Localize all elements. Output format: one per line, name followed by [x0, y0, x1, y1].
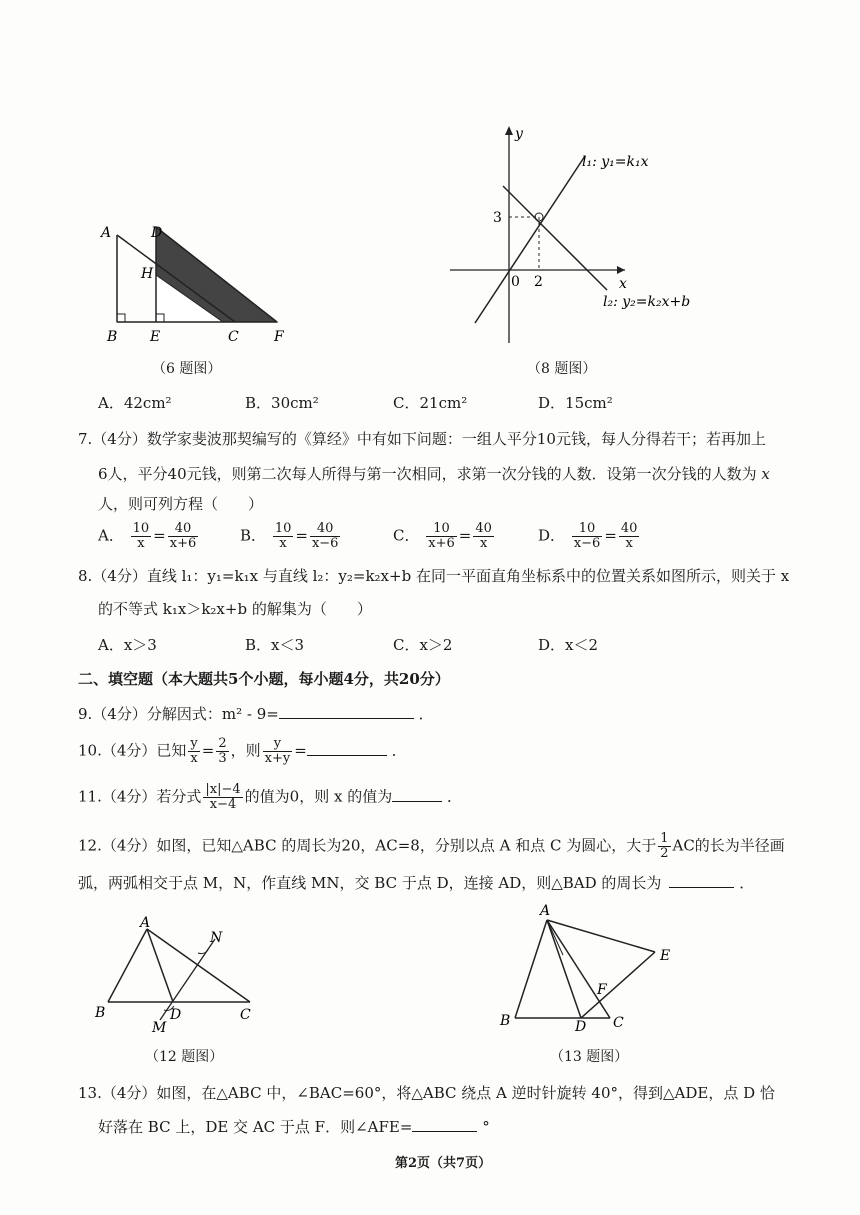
fig8-y-axis-label: y	[515, 126, 523, 142]
q10-f3-den: x+y	[264, 751, 291, 766]
q10-f3-num: y	[263, 737, 293, 752]
q12-frac-num: 1	[660, 831, 669, 846]
fig12-label-m: M	[152, 1020, 167, 1036]
q7-d-right-num: 40	[620, 521, 638, 536]
q7-b-right-den: x−6	[311, 536, 339, 551]
q9-text: 9.（4分）分解因式：m² - 9=	[78, 705, 279, 723]
q13-line-2-text: 好落在 BC 上，DE 交 AC 于点 F．则∠AFE=	[98, 1118, 413, 1136]
figure-6	[95, 215, 295, 355]
q7-option-a-label: A．	[98, 526, 124, 545]
q10-f1-num: y	[190, 736, 198, 751]
q13-answer-blank[interactable]	[412, 1117, 477, 1132]
fig8-origin: 0	[511, 274, 520, 290]
fig13-label-e: E	[660, 948, 671, 964]
q7-line-3: 人，则可列方程（ ）	[98, 495, 264, 513]
fig12-label-a: A	[140, 915, 151, 931]
figure-8	[445, 118, 705, 358]
q11-frac-num: |x|−4	[205, 782, 241, 797]
q7-option-b-label: B．	[240, 526, 267, 545]
q11-suffix: ．	[447, 787, 463, 806]
q6-option-d: D．15cm²	[538, 394, 613, 412]
q7-a-right-den: x+6	[169, 536, 197, 551]
q12-frac-den: 2	[660, 846, 669, 861]
fig12-label-b: B	[95, 1005, 106, 1021]
q10-prefix: 10.（4分）已知	[78, 741, 187, 760]
fig12-label-n: N	[210, 930, 223, 946]
q7-line-2-text: 6人，平分40元钱，则第二次每人所得与第一次相同，求第一次分钱的人数．设第一次分钱的人数为	[98, 465, 757, 483]
fig6-label-h: H	[141, 266, 154, 282]
q12-line-1b: AC的长为半径画	[672, 836, 785, 855]
q7-option-d-label: D．	[538, 526, 566, 545]
q9-answer-blank[interactable]	[279, 704, 414, 719]
q12-line-1	[78, 832, 785, 861]
q10-suffix: ．	[391, 741, 407, 760]
q8-option-d: D．x＜2	[538, 636, 599, 654]
q9	[78, 703, 434, 725]
q7-option-c: C． $\frac{10}{x+6}$ = $\frac{40}{x}$	[393, 521, 492, 551]
q10-answer-blank[interactable]	[307, 741, 387, 756]
fig12-label-c: C	[240, 1007, 251, 1023]
q11	[78, 783, 462, 812]
fig8-caption: （8 题图）	[527, 361, 597, 377]
q7-a-left-den: x	[137, 536, 145, 551]
q13-line-1: 13.（4分）如图，在△ABC 中，∠BAC=60°，将△ABC 绕点 A 逆时针旋转 40°，得到△ADE，点 D 恰	[78, 1084, 775, 1102]
q11-prefix: 11.（4分）若分式	[78, 787, 202, 806]
q7-a-left-num: 10	[132, 521, 150, 536]
fig6-caption: （6 题图）	[152, 361, 222, 377]
fig13-label-f: F	[597, 982, 607, 998]
q7-line-1: 7.（4分）数学家斐波那契编写的《算经》中有如下问题：一组人平分10元钱，每人分得若干；若再加上	[78, 430, 766, 448]
q13-line-2	[98, 1116, 490, 1138]
figure-12	[90, 915, 275, 1040]
fig6-label-d: D	[151, 225, 163, 241]
fig13-label-c: C	[613, 1015, 624, 1031]
fig8-l2-label: l₂: y₂=k₂x+b	[603, 294, 691, 310]
q8-line-2: 的不等式 k₁x＞k₂x+b 的解集为（ ）	[98, 600, 372, 618]
q10	[78, 737, 407, 766]
fig13-caption: （13 题图）	[550, 1049, 629, 1065]
fig6-label-f: F	[274, 329, 284, 345]
section-2-heading: 二、填空题（本大题共5个小题，每小题4分，共20分）	[78, 670, 450, 688]
q8-option-c: C．x＞2	[393, 636, 453, 654]
fig8-tick-y: 3	[493, 210, 502, 226]
q8-option-a: A．x＞3	[98, 636, 157, 654]
fig13-label-a: A	[540, 903, 551, 919]
q7-b-left-den: x	[279, 536, 287, 551]
q7-d-left-num: 10	[572, 522, 603, 537]
fig12-caption: （12 题图）	[145, 1049, 224, 1065]
q9-suffix: ．	[418, 705, 434, 723]
q6-option-b: B．30cm²	[245, 394, 319, 412]
q13-suffix: °	[482, 1118, 490, 1136]
q12-line-2-text: 弧，两弧相交于点 M，N，作直线 MN，交 BC 于点 D，连接 AD，则△BAD 的周长为	[78, 874, 662, 892]
q7-b-left-num: 10	[274, 521, 292, 536]
q7-line-2	[98, 463, 770, 485]
q10-f2-num: 2	[218, 736, 227, 751]
q10-f1-den: x	[190, 751, 198, 766]
q12-answer-blank[interactable]	[669, 873, 734, 888]
q12-suffix: ．	[739, 874, 755, 892]
q7-option-c-label: C．	[393, 526, 420, 545]
fig6-label-b: B	[107, 329, 118, 345]
q7-c-right-num: 40	[475, 521, 492, 536]
q7-option-b: B． $\frac{10}{x}$ = $\frac{40}{x-6}$	[240, 521, 339, 551]
q7-d-right-den: x	[625, 536, 633, 551]
fig13-label-d: D	[575, 1019, 587, 1035]
fig6-label-c: C	[228, 329, 239, 345]
q10-mid: ，则	[230, 741, 261, 760]
fig6-label-a: A	[101, 225, 112, 241]
fig12-label-d: D	[170, 1007, 182, 1023]
q10-eq2: =	[294, 741, 307, 760]
q10-f2-den: 3	[218, 751, 227, 766]
q8-option-b: B．x＜3	[245, 636, 305, 654]
q7-option-d: D． $\frac{10}{x-6}$ = $\frac{40}{x}$	[538, 521, 638, 551]
page-footer: 第2页（共7页）	[395, 1156, 492, 1171]
q7-c-left-num: 10	[426, 522, 457, 537]
q7-b-right-num: 40	[310, 522, 341, 537]
fig8-tick-x: 2	[534, 274, 543, 290]
figure-13	[495, 900, 690, 1035]
q11-answer-blank[interactable]	[392, 787, 442, 802]
q7-line-2-var: x	[761, 465, 770, 483]
q11-frac-den: x−4	[209, 797, 237, 812]
q8-line-1: 8.（4分）直线 l₁：y₁=k₁x 与直线 l₂：y₂=k₂x+b 在同一平面直角坐标系中的位置关系如图所示，则关于 x	[78, 567, 790, 585]
q10-eq: =	[201, 741, 215, 760]
fig6-label-e: E	[150, 329, 161, 345]
q6-option-c: C．21cm²	[393, 394, 468, 412]
q6-option-a: A．42cm²	[98, 394, 172, 412]
q11-mid: 的值为0，则 x 的值为	[244, 787, 393, 806]
q7-c-left-den: x+6	[428, 536, 455, 551]
fig13-label-b: B	[500, 1013, 511, 1029]
q7-d-left-den: x−6	[573, 536, 601, 551]
fig8-x-axis-label: x	[619, 276, 627, 292]
fig8-l1-label: l₁: y₁=k₁x	[582, 154, 649, 170]
q7-c-right-den: x	[479, 536, 488, 551]
q12-line-1a: 12.（4分）如图，已知△ABC 的周长为20，AC=8，分别以点 A 和点 C 为圆心，大于	[78, 836, 657, 855]
q12-line-2	[78, 872, 754, 894]
q7-a-right-num: 40	[168, 522, 199, 537]
q7-option-a: A． $\frac{10}{x}$ = $\frac{40}{x+6}$	[98, 521, 197, 551]
